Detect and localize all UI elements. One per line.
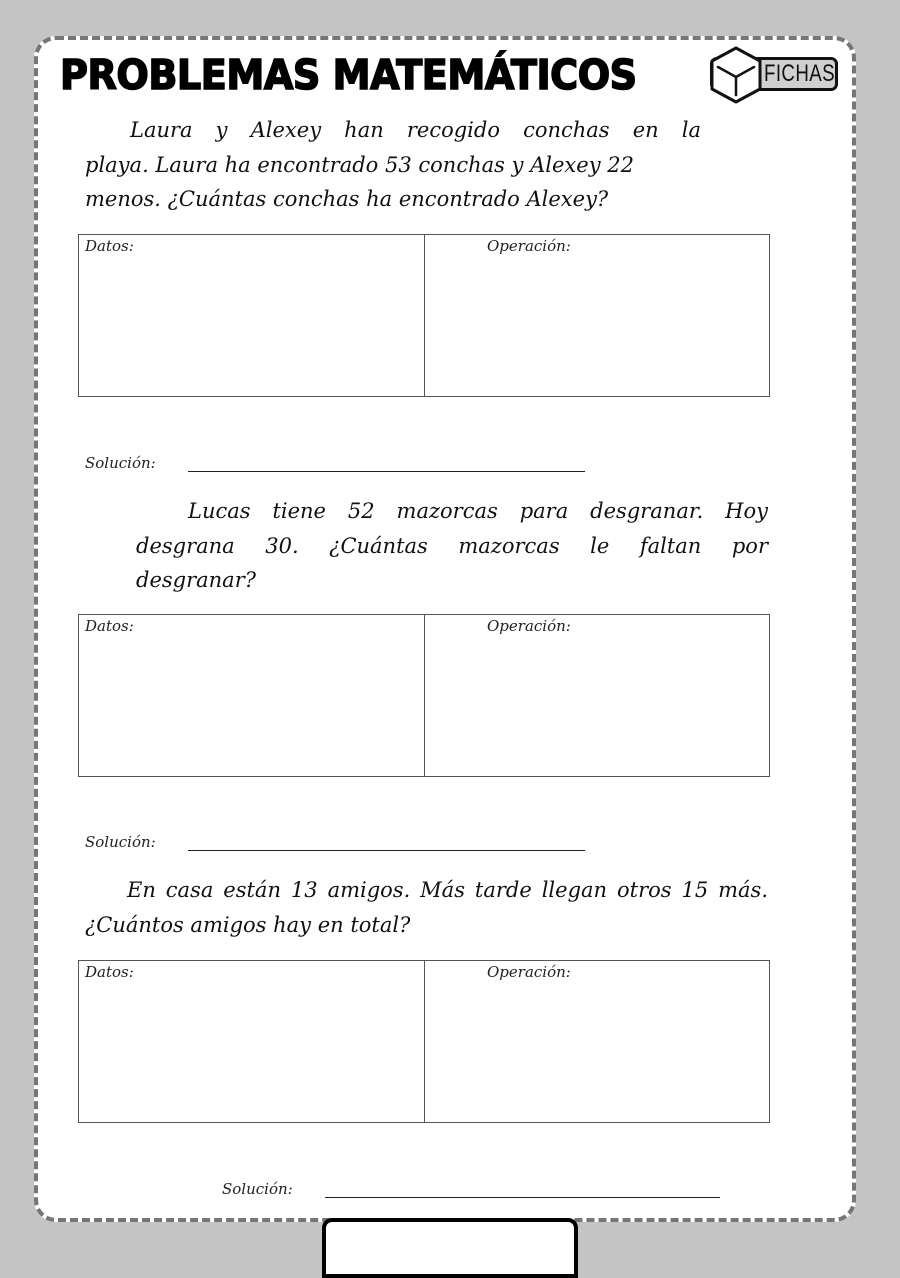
operation-label: Operación: <box>487 617 571 635</box>
operation-label: Operación: <box>487 963 571 981</box>
problem-3-solution-line[interactable] <box>325 1197 720 1198</box>
problem-1-data-cell[interactable] <box>79 235 425 396</box>
problem-1-work-box <box>78 234 770 397</box>
solution-label: Solución: <box>85 833 156 851</box>
problem-1-solution-line[interactable] <box>188 471 585 472</box>
fichas-logo <box>704 45 844 105</box>
problem-1-line-2: playa. Laura ha encontrado 53 conchas y Alexey 22 <box>85 152 634 177</box>
problem-3-line-2: ¿Cuántos amigos hay en total? <box>85 912 411 937</box>
problem-2-line-3: desgranar? <box>136 568 256 592</box>
problem-2-operation-cell[interactable] <box>425 615 769 776</box>
problem-2-solution <box>85 833 605 863</box>
data-label: Datos: <box>85 237 134 255</box>
problem-3-operation-cell[interactable] <box>425 961 769 1122</box>
bottom-tab-box <box>322 1218 578 1278</box>
problem-1-line-3: menos. ¿Cuántas conchas ha encontrado Alexey? <box>85 187 609 211</box>
problem-3-data-cell[interactable] <box>79 961 425 1122</box>
page-title: PROBLEMAS MATEMÁTICOS <box>60 51 637 99</box>
problem-1-solution <box>85 454 605 484</box>
logo-label: FICHAS <box>764 60 835 87</box>
problem-2-data-cell[interactable] <box>79 615 425 776</box>
problem-1-text <box>85 113 701 217</box>
problem-2-solution-line[interactable] <box>188 850 585 851</box>
problem-2-line-2: desgrana 30. ¿Cuántas mazorcas le faltan por <box>136 533 768 558</box>
problem-3-text <box>85 873 768 942</box>
solution-label: Solución: <box>85 454 156 472</box>
problem-2-line-1: Lucas tiene 52 mazorcas para desgranar. Hoy <box>188 499 768 523</box>
problem-3-work-box <box>78 960 770 1123</box>
problem-1-operation-cell[interactable] <box>425 235 769 396</box>
problem-3-solution <box>222 1180 742 1210</box>
operation-label: Operación: <box>487 237 571 255</box>
data-label: Datos: <box>85 963 134 981</box>
solution-label: Solución: <box>222 1180 293 1198</box>
cube-icon <box>708 45 764 105</box>
problem-1-line-1: Laura y Alexey han recogido conchas en la <box>130 118 701 142</box>
problem-2-work-box <box>78 614 770 777</box>
data-label: Datos: <box>85 617 134 635</box>
problem-3-line-1: En casa están 13 amigos. Más tarde llegan otros 15 más. <box>127 878 768 902</box>
problem-2-text <box>136 494 768 598</box>
